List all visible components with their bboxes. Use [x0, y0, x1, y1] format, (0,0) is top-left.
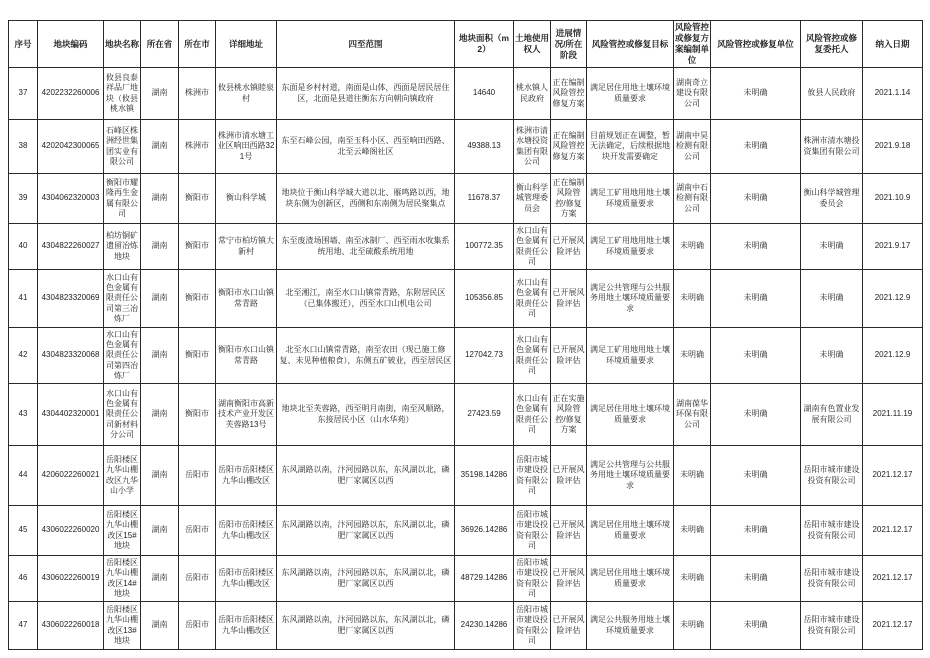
table-cell: 2021.11.19	[863, 384, 923, 446]
table-cell: 岳阳市城市建设投资有限公司	[801, 556, 863, 602]
column-header: 所在市	[179, 21, 216, 68]
table-cell: 4304823320069	[38, 270, 104, 328]
table-cell: 40	[9, 224, 38, 270]
table-cell: 满足居住用地土壤环境质量要求	[587, 506, 674, 556]
table-cell: 东至废渣场围墙、南至冰制厂、西至雨水收集系统用地、北至硫酸系统用地	[277, 224, 455, 270]
table-cell: 满足工矿用地用地土壤环境质量要求	[587, 224, 674, 270]
table-cell: 株洲市	[179, 120, 216, 174]
table-cell: 岳阳市城市建设投资有限公司	[514, 506, 551, 556]
table-cell: 岳阳市	[179, 446, 216, 506]
table-cell: 49388.13	[455, 120, 514, 174]
table-cell: 已开展风险评估	[551, 556, 587, 602]
table-cell: 4304062320003	[38, 174, 104, 224]
table-cell: 岳阳市	[179, 556, 216, 602]
table-cell: 岳阳市城市建设投资有限公司	[514, 556, 551, 602]
table-cell: 未明确	[674, 224, 711, 270]
table-cell: 东风湖路以南，汴河园路以东，东风湖以北，磷肥厂家属区以西	[277, 602, 455, 650]
table-cell: 株洲市	[179, 68, 216, 120]
table-cell: 攸县桃水镇睦泉村	[216, 68, 277, 120]
table-cell: 岳阳市城市建设投资有限公司	[801, 602, 863, 650]
column-header: 所在省	[141, 21, 179, 68]
table-cell: 岳阳楼区九华山棚改区14#地块	[104, 556, 141, 602]
table-cell: 岳阳楼区九华山棚改区13#地块	[104, 602, 141, 650]
table-cell: 衡阳市水口山镇常青路	[216, 270, 277, 328]
table-cell: 正在实施风险管控/修复方案	[551, 384, 587, 446]
table-cell: 4206022260021	[38, 446, 104, 506]
table-cell: 水口山有色金属有限责任公司第三冶炼厂	[104, 270, 141, 328]
table-cell: 127042.73	[455, 328, 514, 384]
table-cell: 岳阳楼区九华山棚改区15#地块	[104, 506, 141, 556]
table-cell: 4304402320001	[38, 384, 104, 446]
column-header: 风险管控或修复方案编制单位	[674, 21, 711, 68]
table-cell: 东风湖路以南，汴河园路以东，东风湖以北，磷肥厂家属区以西	[277, 506, 455, 556]
table-cell: 44	[9, 446, 38, 506]
column-header: 详细地址	[216, 21, 277, 68]
table-cell: 东风湖路以南，汴河园路以东，东风湖以北，磷肥厂家属区以西	[277, 556, 455, 602]
table-cell: 湖南	[141, 174, 179, 224]
table-cell: 岳阳市城市建设投资有限公司	[801, 446, 863, 506]
table-cell: 岳阳市岳阳楼区九华山棚改区	[216, 446, 277, 506]
table-cell: 未明确	[711, 506, 801, 556]
table-row	[9, 174, 923, 224]
table-cell: 地块北至芙蓉路，西至明月南街，南至风顺路，东接居民小区（山水华苑）	[277, 384, 455, 446]
table-cell: 衡阳市	[179, 270, 216, 328]
table-cell: 正在编制风险管控修复方案	[551, 68, 587, 120]
table-cell: 48729.14286	[455, 556, 514, 602]
table-cell: 已开展风险评估	[551, 602, 587, 650]
column-header: 序号	[9, 21, 38, 68]
table-cell: 岳阳市城市建设投资有限公司	[514, 602, 551, 650]
table-cell: 北至湘江，南至水口山镇常青路，东附居民区（已集体搬迁），西至水口山机电公司	[277, 270, 455, 328]
table-cell: 柏坊铜矿遗留冶炼地块	[104, 224, 141, 270]
table-cell: 岳阳市	[179, 506, 216, 556]
table-cell: 未明确	[674, 328, 711, 384]
table-cell: 满足公共服务用地土壤环境质量要求	[587, 602, 674, 650]
table-cell: 38	[9, 120, 38, 174]
table-cell: 4202042300065	[38, 120, 104, 174]
table-cell: 湖南奇立建设有限公司	[674, 68, 711, 120]
table-cell: 45	[9, 506, 38, 556]
table-cell: 14640	[455, 68, 514, 120]
table-cell: 46	[9, 556, 38, 602]
table-cell: 未明确	[801, 270, 863, 328]
table-cell: 岳阳市岳阳楼区九华山棚改区	[216, 556, 277, 602]
table-cell: 27423.59	[455, 384, 514, 446]
table-row	[9, 602, 923, 650]
table-cell: 已开展风险评估	[551, 328, 587, 384]
table-cell: 105356.85	[455, 270, 514, 328]
column-header: 土地使用权人	[514, 21, 551, 68]
table-cell: 2021.12.17	[863, 556, 923, 602]
table-cell: 未明确	[801, 328, 863, 384]
table-cell: 未明确	[711, 384, 801, 446]
table-cell: 东面是乡村村道，南面是山体，西面是居民居住区，北面是县道往衡东方向朝向镇政府	[277, 68, 455, 120]
table-cell: 未明确	[711, 68, 801, 120]
table-cell: 11678.37	[455, 174, 514, 224]
table-cell: 岳阳市城市建设投资有限公司	[801, 506, 863, 556]
table-cell: 满足公共管理与公共服务用地土壤环境质量要求	[587, 446, 674, 506]
table-cell: 水口山有色金属有限责任公司	[514, 328, 551, 384]
table-cell: 未明确	[711, 270, 801, 328]
table-cell: 未明确	[674, 556, 711, 602]
table-cell: 42	[9, 328, 38, 384]
table-cell: 未明确	[711, 446, 801, 506]
table-cell: 湖南	[141, 270, 179, 328]
table-cell: 水口山有色金属有限责任公司	[514, 384, 551, 446]
table-cell: 东至石峰公园，南至玉科小区、西至响田西路、北至云峰阁社区	[277, 120, 455, 174]
table-cell: 水口山有色金属有限责任公司新材料分公司	[104, 384, 141, 446]
table-cell: 岳阳市城市建设投资有限公司	[514, 446, 551, 506]
table-cell: 未明确	[674, 506, 711, 556]
table-cell: 满足工矿用地用地土壤环境质量要求	[587, 328, 674, 384]
table-cell: 攸县人民政府	[801, 68, 863, 120]
table-cell: 湖南衡阳市高新技术产业开发区芙蓉路13号	[216, 384, 277, 446]
table-cell: 衡阳市水口山镇常青路	[216, 328, 277, 384]
table-cell: 衡阳市耀隆再生金属有限公司	[104, 174, 141, 224]
table-cell: 株洲市清水塘投资集团有限公司	[514, 120, 551, 174]
table-cell: 未明确	[711, 120, 801, 174]
table-cell: 47	[9, 602, 38, 650]
table-cell: 未明确	[801, 224, 863, 270]
table-cell: 未明确	[674, 446, 711, 506]
table-cell: 衡阳市	[179, 174, 216, 224]
table-cell: 水口山有色金属有限责任公司第四冶炼厂	[104, 328, 141, 384]
table-cell: 衡山科学城管理委员会	[514, 174, 551, 224]
table-cell: 湖南	[141, 506, 179, 556]
table-cell: 株洲市清水塘投资集团有限公司	[801, 120, 863, 174]
table-cell: 湖南	[141, 68, 179, 120]
table-cell: 已开展风险评估	[551, 270, 587, 328]
table-cell: 35198.14286	[455, 446, 514, 506]
table-cell: 湖南中昊检测有限公司	[674, 120, 711, 174]
table-cell: 湖南	[141, 120, 179, 174]
column-header: 进展情况/所在阶段	[551, 21, 587, 68]
table-cell: 4304822260027	[38, 224, 104, 270]
table-cell: 已开展风险评估	[551, 224, 587, 270]
table-cell: 岳阳楼区九华山棚改区九华山小学	[104, 446, 141, 506]
table-cell: 衡阳市	[179, 384, 216, 446]
table-cell: 未明确	[711, 602, 801, 650]
column-header: 地块名称	[104, 21, 141, 68]
table-cell: 4304823320068	[38, 328, 104, 384]
table-row	[9, 68, 923, 120]
table-cell: 衡阳市	[179, 224, 216, 270]
table-cell: 湖南有色置业发展有限公司	[801, 384, 863, 446]
column-header: 地块面积（m2）	[455, 21, 514, 68]
table-cell: 100772.35	[455, 224, 514, 270]
table-cell: 东风湖路以南，汴河园路以东，东风湖以北，磷肥厂家属区以西	[277, 446, 455, 506]
table-cell: 湖南	[141, 602, 179, 650]
table-row	[9, 556, 923, 602]
table-cell: 4306022260018	[38, 602, 104, 650]
table-cell: 2021.12.9	[863, 270, 923, 328]
table-row	[9, 446, 923, 506]
table-cell: 2021.10.9	[863, 174, 923, 224]
table-cell: 衡阳市	[179, 328, 216, 384]
table-body	[9, 68, 923, 650]
column-header: 风险管控或修复委托人	[801, 21, 863, 68]
land-parcel-table	[8, 20, 923, 650]
table-cell: 满足居住用地土壤环境质量要求	[587, 384, 674, 446]
table-row	[9, 506, 923, 556]
table-cell: 满足居住用地土壤环境质量要求	[587, 68, 674, 120]
table-cell: 4306022260019	[38, 556, 104, 602]
table-cell: 未明确	[674, 270, 711, 328]
table-cell: 2021.12.9	[863, 328, 923, 384]
table-cell: 24230.14286	[455, 602, 514, 650]
table-cell: 2021.12.17	[863, 602, 923, 650]
table-cell: 2021.9.18	[863, 120, 923, 174]
table-row	[9, 270, 923, 328]
table-cell: 常宁市柏坊镇大新村	[216, 224, 277, 270]
table-cell: 目前规划正在调整，暂无法确定，后续根据地块开发需要确定	[587, 120, 674, 174]
table-cell: 湖南中石检测有限公司	[674, 174, 711, 224]
table-cell: 2021.12.17	[863, 446, 923, 506]
table-cell: 39	[9, 174, 38, 224]
table-cell: 攸县良泰祥品厂地块（攸县桃水镇	[104, 68, 141, 120]
column-header: 纳入日期	[863, 21, 923, 68]
table-cell: 北至水口山镇常青路，南至农田（现已施工修复、未见种植粮食），东侧五矿铍业，西至居民区	[277, 328, 455, 384]
table-cell: 已开展风险评估	[551, 446, 587, 506]
column-header: 四至范围	[277, 21, 455, 68]
table-row	[9, 328, 923, 384]
table-cell: 湖南	[141, 328, 179, 384]
table-cell: 36926.14286	[455, 506, 514, 556]
table-cell: 衡山科学城	[216, 174, 277, 224]
table-cell: 未明确	[711, 556, 801, 602]
table-header-row	[9, 21, 923, 68]
table-cell: 湖南	[141, 224, 179, 270]
column-header: 地块编码	[38, 21, 104, 68]
table-cell: 未明确	[711, 328, 801, 384]
table-cell: 未明确	[674, 602, 711, 650]
column-header: 风险管控或修复目标	[587, 21, 674, 68]
table-cell: 满足公共管理与公共服务用地土壤环境质量要求	[587, 270, 674, 328]
table-cell: 地块位于衡山科学城大道以北、雁鸣路以西，地块东侧为创新区，西侧和东南侧为居民聚集点	[277, 174, 455, 224]
table-cell: 岳阳市	[179, 602, 216, 650]
table-cell: 满足居住用地土壤环境质量要求	[587, 556, 674, 602]
table-cell: 41	[9, 270, 38, 328]
table-cell: 正在编制风险管控/修复方案	[551, 174, 587, 224]
table-cell: 桃水镇人民政府	[514, 68, 551, 120]
table-cell: 43	[9, 384, 38, 446]
table-cell: 岳阳市岳阳楼区九华山棚改区	[216, 506, 277, 556]
table-cell: 2021.9.17	[863, 224, 923, 270]
table-cell: 石峰区株洲经世集团实业有限公司	[104, 120, 141, 174]
table-cell: 已开展风险评估	[551, 506, 587, 556]
table-cell: 正在编制风险管控修复方案	[551, 120, 587, 174]
table-cell: 岳阳市岳阳楼区九华山棚改区	[216, 602, 277, 650]
table-cell: 4306022260020	[38, 506, 104, 556]
table-cell: 衡山科学城管理委员会	[801, 174, 863, 224]
table-cell: 水口山有色金属有限责任公司	[514, 270, 551, 328]
table-cell: 未明确	[711, 224, 801, 270]
table-cell: 37	[9, 68, 38, 120]
table-cell: 2021.1.14	[863, 68, 923, 120]
table-cell: 2021.12.17	[863, 506, 923, 556]
table-cell: 未明确	[711, 174, 801, 224]
table-cell: 湖南葆华环保有限公司	[674, 384, 711, 446]
table-cell: 湖南	[141, 446, 179, 506]
table-row	[9, 120, 923, 174]
table-cell: 水口山有色金属有限责任公司	[514, 224, 551, 270]
table-cell: 湖南	[141, 556, 179, 602]
table-cell: 满足工矿用地用地土壤环境质量要求	[587, 174, 674, 224]
table-row	[9, 224, 923, 270]
table-cell: 湖南	[141, 384, 179, 446]
table-row	[9, 384, 923, 446]
column-header: 风险管控或修复单位	[711, 21, 801, 68]
table-cell: 株洲市清水塘工业区响田西路321号	[216, 120, 277, 174]
table-cell: 4202232260006	[38, 68, 104, 120]
